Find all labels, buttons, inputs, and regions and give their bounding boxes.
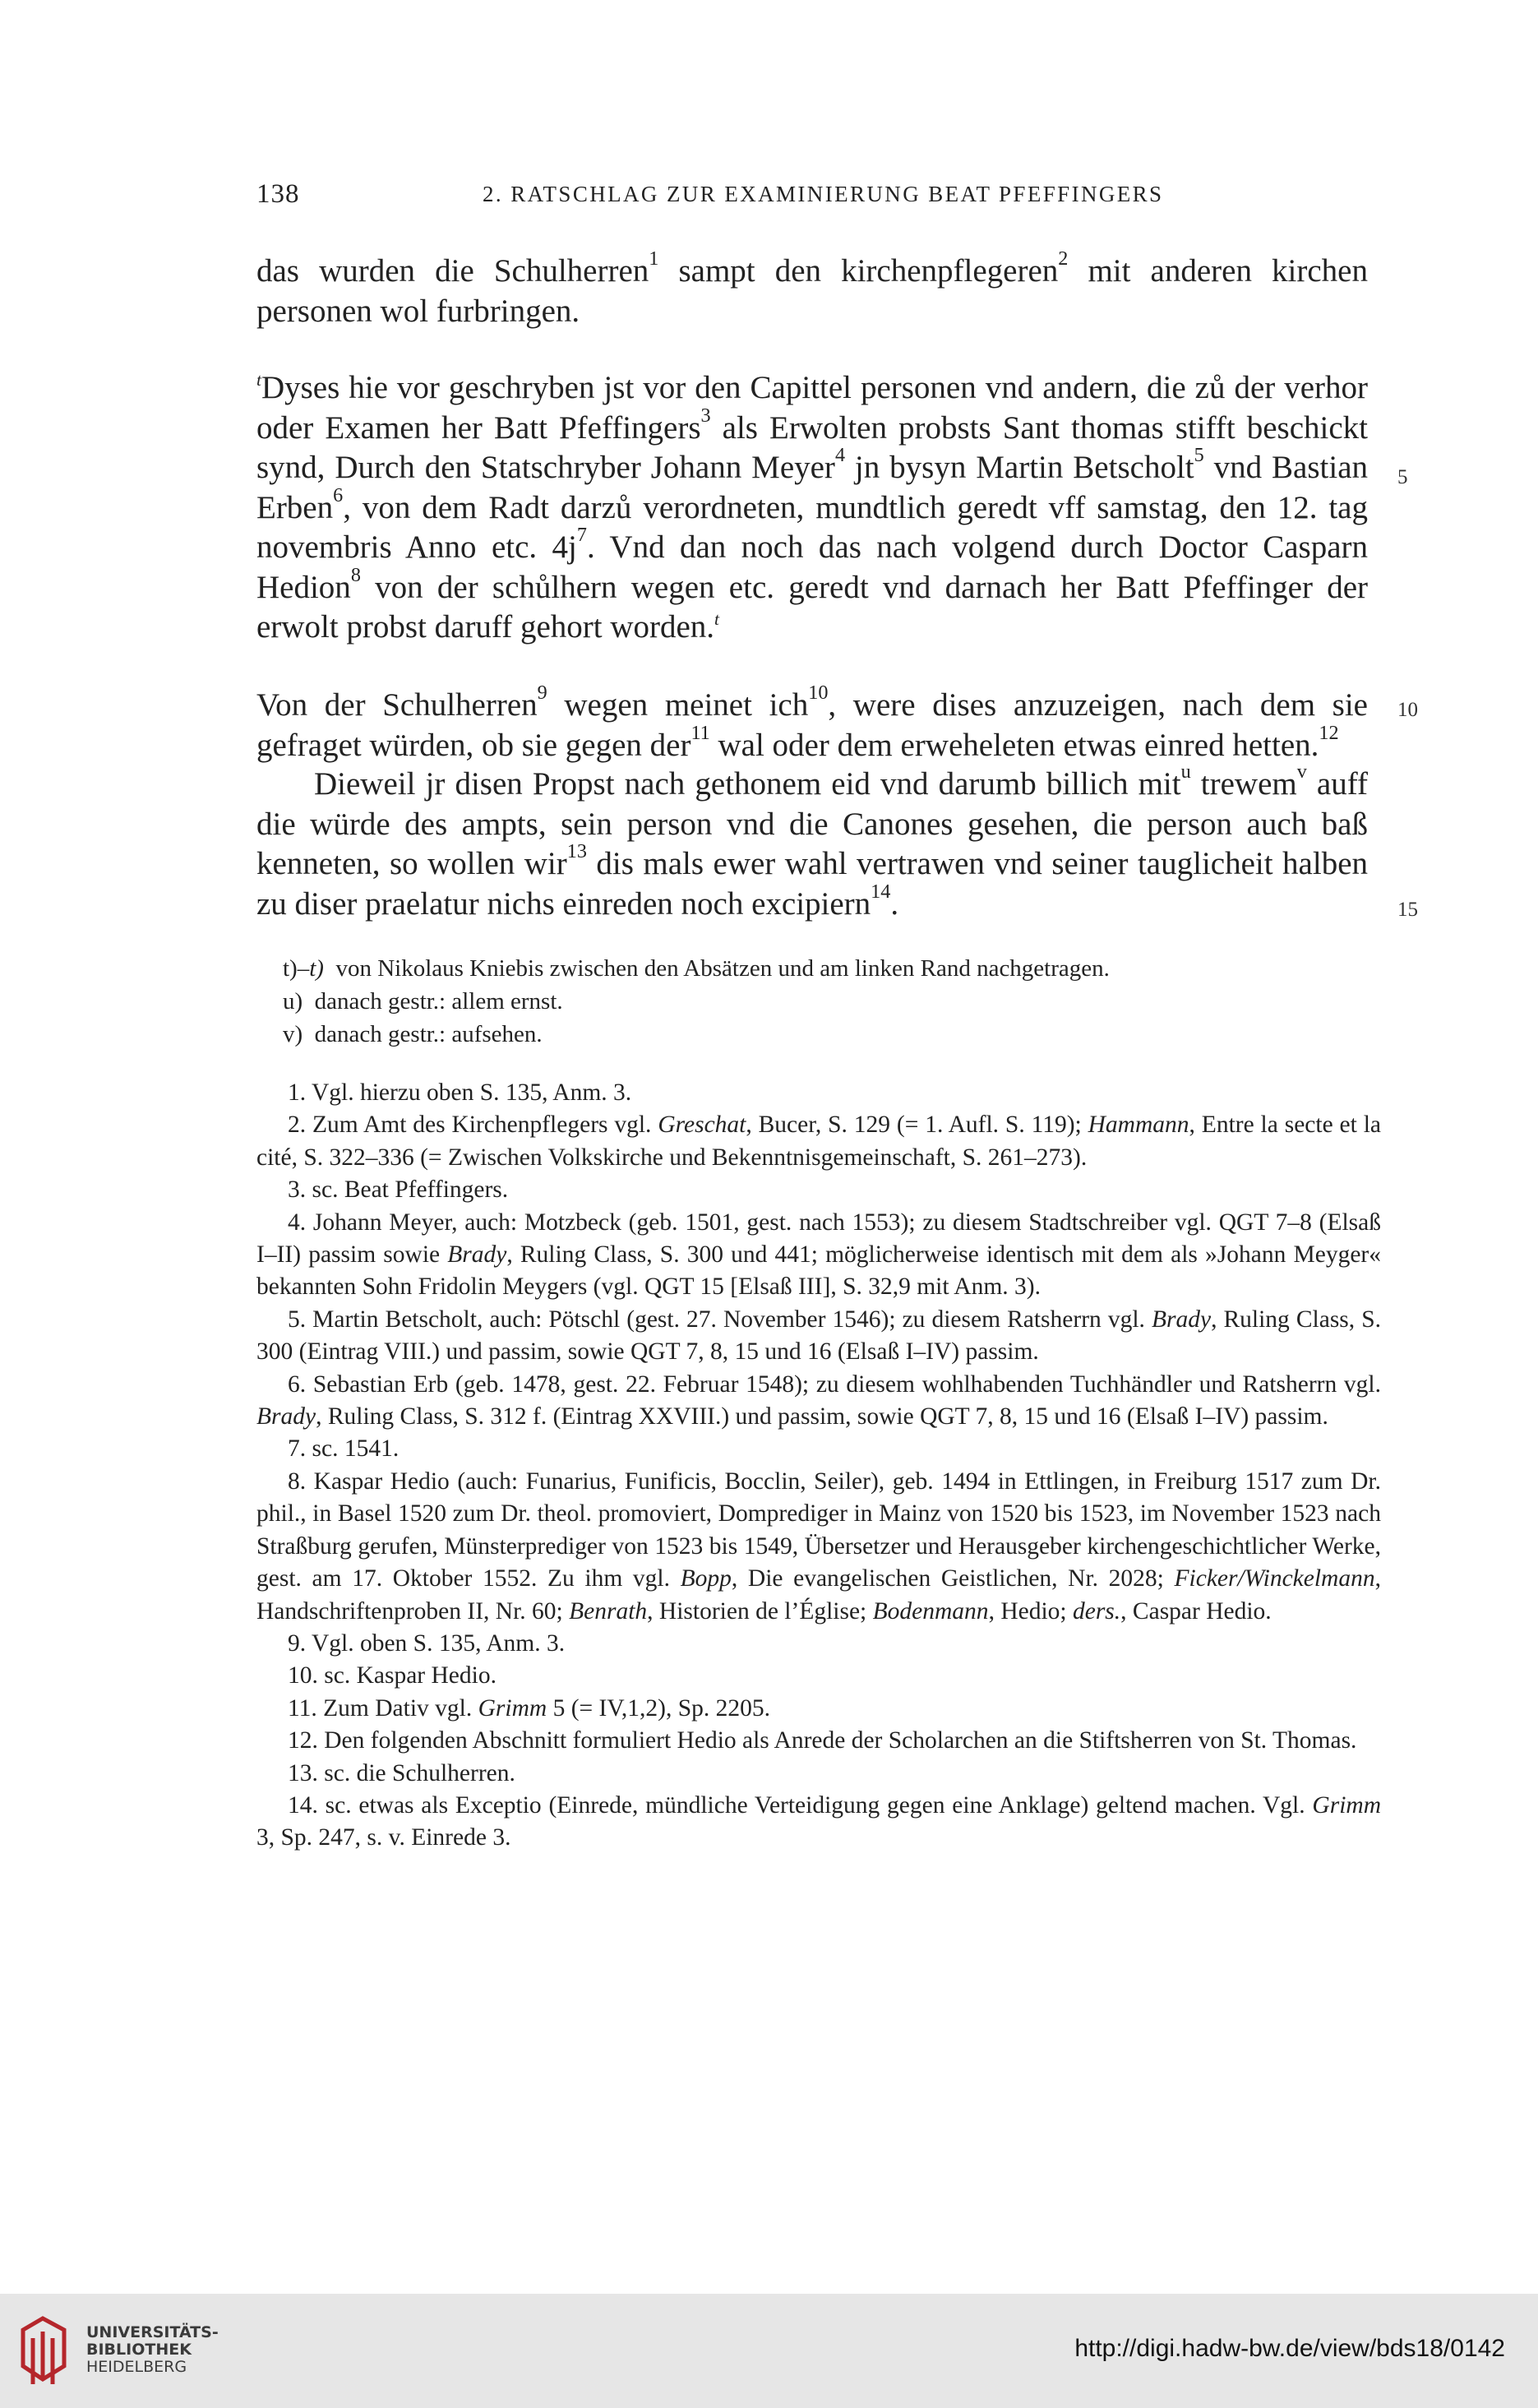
footnote — [256, 1790, 1381, 1855]
footnote: 10. sc. Kaspar Hedio. — [288, 1662, 497, 1689]
text-run: 5. Martin Betscholt, auch: Pötschl (gest. 27. November 1546); zu diesem Ratsherrn vgl. — [288, 1306, 1152, 1333]
running-header — [256, 179, 1368, 215]
text-run: , Ruling Class, S. 300 und 441; möglicherweise identisch mit dem als »Johann Meyger« bekannten Sohn Fridolin Meygers (vgl. QGT 15 [Elsaß III], S. 32,9 mit Anm. 3). — [256, 1241, 1381, 1301]
apparatus-ref: u — [1180, 760, 1191, 783]
author-ref: Brady — [447, 1241, 507, 1269]
critical-apparatus — [283, 952, 1376, 1051]
paragraph-1 — [256, 247, 1368, 331]
text-run: , Ruling Class, S. 312 f. (Eintrag XXVIII.) und passim, sowie QGT 7, 8, 15 und 16 (Elsaß I–IV) passim. — [316, 1403, 1328, 1430]
author-ref: Grimm — [478, 1694, 547, 1722]
apparatus-key: –t) — [297, 955, 324, 982]
page-number: 138 — [256, 179, 300, 209]
author-ref: Bodenmann — [872, 1597, 989, 1625]
text-run: von der schůlhern wegen etc. geredt vnd darnach her Batt Pfeffinger der erwolt probst daruff gehort worden. — [256, 569, 1368, 645]
running-title: 2. RATSCHLAG ZUR EXAMINIERUNG BEAT PFEFFINGERS — [483, 182, 1164, 206]
line-number: 5 — [1397, 466, 1408, 488]
text-run: trewem — [1190, 766, 1297, 802]
apparatus-mark: t — [714, 609, 720, 629]
footnote-ref: 12 — [1319, 721, 1339, 744]
text-run: als Erwolten probsts Sant thomas stifft beschickt synd, Durch den Statschryber Johann Meyer — [256, 409, 1369, 485]
library-name-line: UNIVERSITÄTS- — [86, 2323, 219, 2341]
footnote: 9. Vgl. oben S. 135, Anm. 3. — [288, 1629, 566, 1657]
footnote-ref: 10 — [808, 682, 829, 705]
text-run: Von der Schulherren — [256, 687, 538, 723]
footnote-ref: 5 — [1194, 444, 1204, 467]
text-run: 6. Sebastian Erb (geb. 1478, gest. 22. Februar 1548); zu diesem wohlhabenden Tuchhändler und Ratsherrn vgl. — [288, 1370, 1381, 1398]
text-run: 8. Kaspar Hedio (auch: Funarius, Funificis, Bocclin, Seiler), geb. 1494 in Ettlingen, in Freiburg 1517 zum Dr. phil., in Basel 1520 zum Dr. theol. promoviert, Domprediger in Mainz von 1520 bis 1523, im November 1523 nach Straßburg gerufen, Münsterprediger von 1523 bis 1549, Übersetzer und Herausgeber kirchengeschichtlicher Werke, gest. am 17. Oktober 1552. Zu ihm vgl. — [256, 1467, 1381, 1592]
author-ref: Greschat — [658, 1112, 746, 1139]
text-run: , Hedio; — [988, 1597, 1073, 1625]
text-run: . Vnd dan noch das nach volgend durch Doctor Casparn Hedion — [256, 529, 1368, 605]
footnote: 12. Den folgenden Abschnitt formuliert Hedio als Anrede der Scholarchen an die Stiftsherren von St. Thomas. — [288, 1727, 1357, 1754]
footnote-ref: 11 — [690, 721, 710, 744]
footnote — [256, 1109, 1381, 1174]
library-logo-icon — [15, 2313, 74, 2389]
text-run: 3, Sp. 247, s. v. Einrede 3. — [256, 1824, 511, 1851]
footnote — [256, 1304, 1381, 1369]
footnote-ref: 6 — [333, 483, 344, 506]
paragraph-2 — [256, 368, 1368, 648]
footnote — [256, 1693, 1381, 1725]
footnote-ref: 9 — [537, 682, 547, 705]
apparatus-entry — [283, 1018, 1376, 1051]
footnote — [256, 1207, 1381, 1304]
text-run: 2. Zum Amt des Kirchenpflegers vgl. — [288, 1112, 658, 1139]
text-run: , Handschriftenproben II, Nr. 60; — [256, 1565, 1381, 1625]
apparatus-key: v) — [283, 1021, 303, 1047]
text-run: wal oder dem erweheleten etwas einred hetten. — [709, 727, 1319, 763]
library-name — [86, 2324, 219, 2376]
text-run: Dyses hie vor geschryben jst vor den Capittel personen vnd andern, die zů der verhor oder Examen her Batt Pfeffingers — [256, 370, 1368, 446]
apparatus-ref: v — [1296, 760, 1307, 783]
footnotes — [256, 1077, 1381, 1855]
footnote: 3. sc. Beat Pfeffingers. — [288, 1176, 509, 1204]
footnote: 13. sc. die Schulherren. — [288, 1759, 515, 1786]
footnote — [256, 1369, 1381, 1434]
author-ref: Hammann — [1088, 1112, 1189, 1139]
text-run: auff die würde des ampts, sein person vnd die Canones gesehen, die person auch baß kenneten, so wollen wir — [256, 766, 1368, 881]
text-run: , Historien de l’Église; — [647, 1597, 873, 1625]
author-ref: Brady — [256, 1403, 316, 1430]
text-run: . — [890, 885, 899, 922]
apparatus-key: t) — [283, 955, 298, 982]
viewer-footer — [0, 2294, 1538, 2408]
paragraph-4 — [256, 760, 1369, 924]
text-run: , Ruling Class, S. 300 (Eintrag VIII.) und passim, sowie QGT 7, 8, 15 und 16 (Elsaß I–IV) passim. — [256, 1306, 1381, 1366]
footnote-ref: 4 — [834, 444, 846, 467]
apparatus-text: danach gestr.: aufsehen. — [314, 1021, 543, 1047]
footnote-ref: 1 — [649, 247, 659, 270]
text-run: wegen meinet ich — [547, 687, 809, 723]
library-name-line: BIBLIOTHEK — [86, 2341, 192, 2359]
text-run: , von dem Radt darzů verordneten, mundtlich geredt vff samstag, den 12. tag novembris Anno etc. 4j — [256, 489, 1368, 565]
text-run: , Entre la secte et la cité, S. 322–336 (= Zwischen Volkskirche und Bekenntnisgemeinschaft, S. 261–273). — [256, 1112, 1381, 1171]
author-ref: Benrath — [569, 1597, 648, 1625]
line-number: 15 — [1397, 899, 1418, 921]
text-run: jn bysyn Martin Betscholt — [845, 450, 1194, 485]
permalink-url[interactable]: http://digi.hadw-bw.de/view/bds18/0142 — [1074, 2335, 1505, 2362]
author-ref: Bopp — [680, 1565, 732, 1592]
footnote-ref: 7 — [576, 524, 587, 547]
library-name-line: HEIDELBERG — [86, 2358, 187, 2376]
apparatus-text: danach gestr.: allem ernst. — [314, 988, 563, 1015]
text-run: , Caspar Hedio. — [1120, 1597, 1272, 1625]
footnote-ref: 13 — [566, 840, 587, 863]
footnote: 1. Vgl. hierzu oben S. 135, Anm. 3. — [288, 1079, 632, 1106]
footnote-ref: 8 — [350, 563, 361, 586]
footnote — [256, 1466, 1381, 1628]
apparatus-text: von Nikolaus Kniebis zwischen den Absätzen und am linken Rand nachgetragen. — [335, 955, 1110, 982]
text-run: das wurden die Schulherren — [256, 253, 649, 289]
text-run: , were dises anzuzeigen, nach dem sie gefraget würden, ob sie gegen der — [256, 687, 1368, 763]
text-run: , Die evangelischen Geistlichen, Nr. 2028; — [731, 1565, 1175, 1592]
apparatus-entry — [283, 952, 1376, 985]
author-ref: Ficker/Winckelmann — [1174, 1565, 1375, 1592]
line-number: 10 — [1397, 699, 1418, 721]
text-run: vnd Bastian Erben — [256, 450, 1369, 525]
text-run: sampt den kirchenpflegeren — [658, 253, 1059, 289]
text-run: Dieweil jr disen Propst nach gethonem eid vnd darumb billich mit — [314, 766, 1181, 802]
text-run: 14. sc. etwas als Exceptio (Einrede, mündliche Verteidigung gegen eine Anklage) geltend machen. Vgl. — [288, 1791, 1313, 1819]
text-run: 11. Zum Dativ vgl. — [288, 1694, 478, 1722]
author-ref: Grimm — [1312, 1791, 1381, 1819]
footnote-ref: 14 — [871, 880, 891, 903]
text-run: mit anderen kirchen personen wol furbringen. — [256, 253, 1368, 329]
text-run: 5 (= IV,1,2), Sp. 2205. — [547, 1694, 770, 1722]
footnote-ref: 3 — [700, 404, 711, 427]
author-ref: ders. — [1072, 1597, 1121, 1625]
footnote-ref: 2 — [1058, 247, 1069, 270]
apparatus-entry — [283, 985, 1376, 1018]
footnote: 7. sc. 1541. — [288, 1435, 400, 1463]
text-run: , Bucer, S. 129 (= 1. Aufl. S. 119); — [746, 1112, 1088, 1139]
paragraph-3 — [256, 682, 1368, 765]
author-ref: Brady — [1151, 1306, 1212, 1333]
text-run: 4. Johann Meyer, auch: Motzbeck (geb. 1501, gest. nach 1553); zu diesem Stadtschreiber vgl. QGT 7–8 (Elsaß I–II) passim sowie — [256, 1209, 1381, 1269]
apparatus-key: u) — [283, 988, 303, 1015]
text-run: dis mals ewer wahl vertrawen vnd seiner tauglicheit halben zu diser praelatur nichs einreden noch excipiern — [256, 846, 1369, 922]
apparatus-mark: t — [256, 370, 261, 390]
